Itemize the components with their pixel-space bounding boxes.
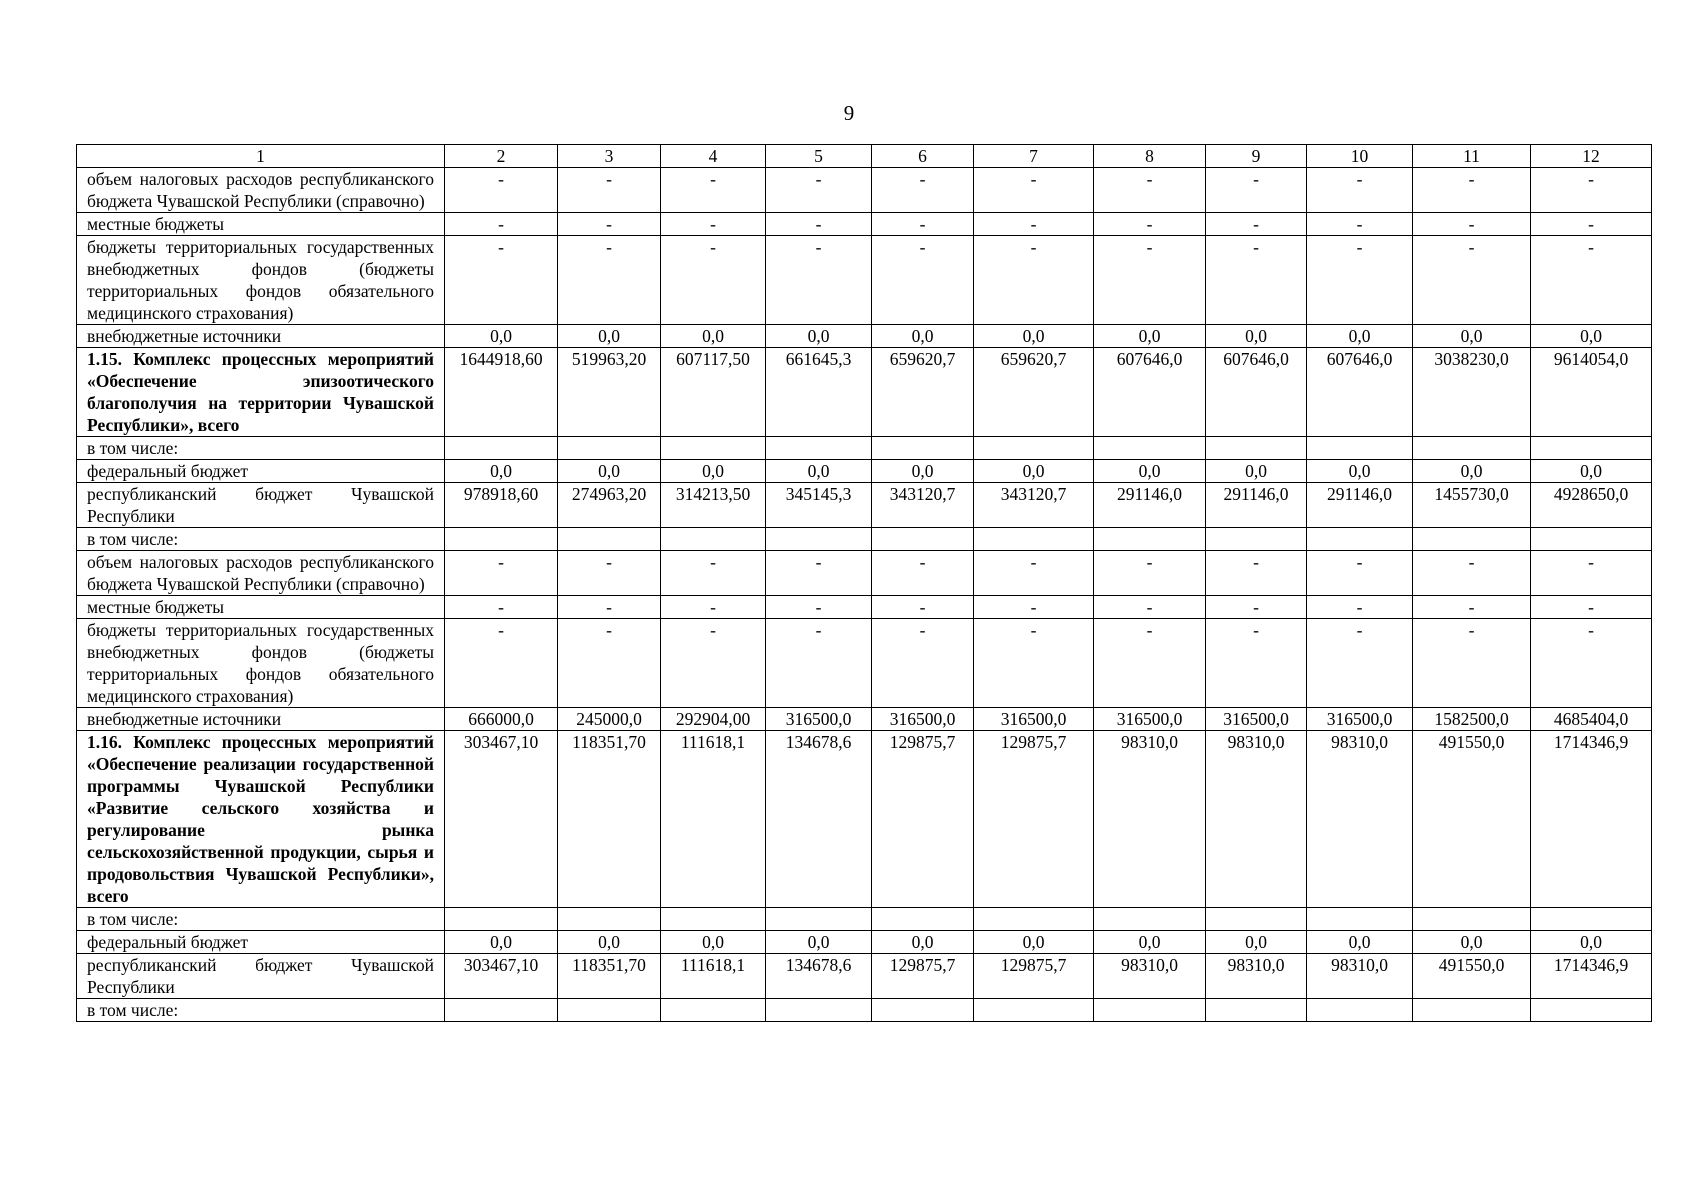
value-cell: 111618,1 xyxy=(661,954,766,999)
value-cell: 291146,0 xyxy=(1094,483,1206,528)
value-cell xyxy=(1206,999,1307,1022)
value-cell: 245000,0 xyxy=(558,708,661,731)
value-cell: 1644918,60 xyxy=(445,348,558,437)
table-row xyxy=(77,348,1652,437)
value-cell: 98310,0 xyxy=(1206,954,1307,999)
value-cell xyxy=(872,437,974,460)
value-cell: 491550,0 xyxy=(1413,731,1531,908)
row-label-cell: внебюджетные источники xyxy=(77,708,445,731)
value-cell: 607646,0 xyxy=(1206,348,1307,437)
row-label-cell: федеральный бюджет xyxy=(77,460,445,483)
value-cell: 0,0 xyxy=(558,325,661,348)
value-cell: 0,0 xyxy=(974,325,1094,348)
value-cell: - xyxy=(1307,619,1413,708)
value-cell xyxy=(974,908,1094,931)
value-cell: - xyxy=(766,168,872,213)
value-cell: - xyxy=(1206,596,1307,619)
value-cell: 0,0 xyxy=(766,460,872,483)
table-row xyxy=(77,596,1652,619)
value-cell: - xyxy=(1094,213,1206,236)
value-cell: - xyxy=(1307,213,1413,236)
value-cell xyxy=(1531,999,1652,1022)
column-number-header: 5 xyxy=(766,145,872,168)
value-cell: - xyxy=(445,236,558,325)
value-cell: 0,0 xyxy=(445,325,558,348)
value-cell: 0,0 xyxy=(1094,931,1206,954)
value-cell: - xyxy=(1307,596,1413,619)
value-cell: 0,0 xyxy=(1531,931,1652,954)
value-cell: 314213,50 xyxy=(661,483,766,528)
value-cell xyxy=(1413,999,1531,1022)
value-cell: 111618,1 xyxy=(661,731,766,908)
value-cell: 607117,50 xyxy=(661,348,766,437)
value-cell: 666000,0 xyxy=(445,708,558,731)
value-cell: - xyxy=(445,168,558,213)
value-cell: 0,0 xyxy=(661,931,766,954)
value-cell xyxy=(1094,528,1206,551)
value-cell: 0,0 xyxy=(445,931,558,954)
value-cell xyxy=(872,999,974,1022)
value-cell: - xyxy=(661,596,766,619)
value-cell: 659620,7 xyxy=(872,348,974,437)
table-row xyxy=(77,483,1652,528)
value-cell: 0,0 xyxy=(1206,931,1307,954)
table-row xyxy=(77,619,1652,708)
column-number-header: 6 xyxy=(872,145,974,168)
value-cell: - xyxy=(661,213,766,236)
value-cell: - xyxy=(1206,619,1307,708)
value-cell: - xyxy=(1413,596,1531,619)
value-cell: 0,0 xyxy=(1307,325,1413,348)
value-cell: 1714346,9 xyxy=(1531,954,1652,999)
table-row xyxy=(77,213,1652,236)
value-cell xyxy=(872,908,974,931)
value-cell: - xyxy=(445,596,558,619)
value-cell: - xyxy=(1094,168,1206,213)
value-cell xyxy=(661,999,766,1022)
value-cell xyxy=(1413,437,1531,460)
value-cell xyxy=(974,999,1094,1022)
value-cell: - xyxy=(1413,236,1531,325)
value-cell: 0,0 xyxy=(872,931,974,954)
value-cell: 978918,60 xyxy=(445,483,558,528)
value-cell: 303467,10 xyxy=(445,731,558,908)
value-cell: - xyxy=(1206,213,1307,236)
value-cell: - xyxy=(1413,213,1531,236)
table-body xyxy=(77,145,1652,1022)
value-cell: 316500,0 xyxy=(974,708,1094,731)
value-cell: - xyxy=(1413,168,1531,213)
value-cell xyxy=(661,528,766,551)
value-cell: - xyxy=(1531,619,1652,708)
value-cell: 343120,7 xyxy=(974,483,1094,528)
value-cell: - xyxy=(766,551,872,596)
value-cell: 118351,70 xyxy=(558,954,661,999)
value-cell: - xyxy=(1094,551,1206,596)
value-cell: 1714346,9 xyxy=(1531,731,1652,908)
value-cell: 519963,20 xyxy=(558,348,661,437)
value-cell: - xyxy=(445,551,558,596)
value-cell: 118351,70 xyxy=(558,731,661,908)
value-cell: - xyxy=(558,168,661,213)
value-cell xyxy=(558,908,661,931)
value-cell: 0,0 xyxy=(1094,325,1206,348)
table-row xyxy=(77,999,1652,1022)
table-header-row xyxy=(77,145,1652,168)
value-cell: - xyxy=(1413,551,1531,596)
value-cell: 98310,0 xyxy=(1094,954,1206,999)
value-cell: 0,0 xyxy=(661,460,766,483)
value-cell: 0,0 xyxy=(974,460,1094,483)
row-label-cell: в том числе: xyxy=(77,528,445,551)
value-cell: 659620,7 xyxy=(974,348,1094,437)
value-cell: 316500,0 xyxy=(1094,708,1206,731)
value-cell: 291146,0 xyxy=(1307,483,1413,528)
value-cell xyxy=(445,437,558,460)
value-cell xyxy=(1531,908,1652,931)
value-cell xyxy=(1094,437,1206,460)
value-cell xyxy=(445,528,558,551)
value-cell: - xyxy=(872,213,974,236)
value-cell: 9614054,0 xyxy=(1531,348,1652,437)
value-cell: 491550,0 xyxy=(1413,954,1531,999)
value-cell: 607646,0 xyxy=(1094,348,1206,437)
value-cell xyxy=(872,528,974,551)
value-cell: 98310,0 xyxy=(1206,731,1307,908)
column-number-header: 10 xyxy=(1307,145,1413,168)
column-number-header: 2 xyxy=(445,145,558,168)
value-cell: 4928650,0 xyxy=(1531,483,1652,528)
column-number-header: 1 xyxy=(77,145,445,168)
row-label-cell: внебюджетные источники xyxy=(77,325,445,348)
row-label-cell: республиканский бюджет Чувашской Республики xyxy=(77,954,445,999)
table-row xyxy=(77,325,1652,348)
value-cell xyxy=(766,437,872,460)
value-cell: - xyxy=(974,213,1094,236)
value-cell: - xyxy=(558,551,661,596)
value-cell xyxy=(1094,908,1206,931)
value-cell xyxy=(1531,528,1652,551)
value-cell: 129875,7 xyxy=(872,954,974,999)
value-cell: 98310,0 xyxy=(1094,731,1206,908)
row-label-cell: в том числе: xyxy=(77,999,445,1022)
value-cell: 316500,0 xyxy=(872,708,974,731)
value-cell xyxy=(1094,999,1206,1022)
value-cell: - xyxy=(445,619,558,708)
value-cell xyxy=(1307,437,1413,460)
row-label-cell: бюджеты территориальных государственных внебюджетных фондов (бюджеты территориальных фондов обязательного медицинского страхования) xyxy=(77,619,445,708)
value-cell: - xyxy=(872,619,974,708)
value-cell xyxy=(558,999,661,1022)
value-cell: - xyxy=(1307,236,1413,325)
value-cell: - xyxy=(766,213,872,236)
value-cell: 345145,3 xyxy=(766,483,872,528)
value-cell: - xyxy=(1094,619,1206,708)
value-cell xyxy=(766,999,872,1022)
value-cell: - xyxy=(766,619,872,708)
budget-table xyxy=(76,144,1652,1022)
value-cell xyxy=(1206,437,1307,460)
column-number-header: 9 xyxy=(1206,145,1307,168)
table-row xyxy=(77,236,1652,325)
value-cell: - xyxy=(1531,596,1652,619)
value-cell: 0,0 xyxy=(1307,460,1413,483)
value-cell: 316500,0 xyxy=(1307,708,1413,731)
value-cell: 0,0 xyxy=(445,460,558,483)
value-cell: - xyxy=(558,236,661,325)
value-cell: 129875,7 xyxy=(974,954,1094,999)
value-cell: 292904,00 xyxy=(661,708,766,731)
value-cell: 291146,0 xyxy=(1206,483,1307,528)
section-title-cell: 1.15. Комплекс процессных мероприятий «Обеспечение эпизоотического благополучия на территории Чувашской Республики», всего xyxy=(77,348,445,437)
value-cell: - xyxy=(1531,213,1652,236)
value-cell xyxy=(1531,437,1652,460)
value-cell: 1582500,0 xyxy=(1413,708,1531,731)
column-number-header: 12 xyxy=(1531,145,1652,168)
value-cell: - xyxy=(872,168,974,213)
value-cell: - xyxy=(1206,551,1307,596)
value-cell: 0,0 xyxy=(1531,325,1652,348)
value-cell: 0,0 xyxy=(1413,931,1531,954)
value-cell: - xyxy=(872,236,974,325)
value-cell: - xyxy=(558,596,661,619)
value-cell: - xyxy=(1531,168,1652,213)
value-cell: 607646,0 xyxy=(1307,348,1413,437)
value-cell xyxy=(1307,999,1413,1022)
value-cell: 98310,0 xyxy=(1307,954,1413,999)
value-cell: 303467,10 xyxy=(445,954,558,999)
value-cell: - xyxy=(1531,551,1652,596)
value-cell: 0,0 xyxy=(1206,325,1307,348)
row-label-cell: в том числе: xyxy=(77,437,445,460)
value-cell: - xyxy=(1307,551,1413,596)
value-cell: 129875,7 xyxy=(872,731,974,908)
value-cell xyxy=(445,908,558,931)
table-row xyxy=(77,437,1652,460)
value-cell xyxy=(1206,528,1307,551)
value-cell: 0,0 xyxy=(1307,931,1413,954)
value-cell: 0,0 xyxy=(872,325,974,348)
table-row xyxy=(77,731,1652,908)
value-cell: 0,0 xyxy=(1094,460,1206,483)
row-label-cell: местные бюджеты xyxy=(77,213,445,236)
value-cell xyxy=(1206,908,1307,931)
value-cell: - xyxy=(1307,168,1413,213)
value-cell xyxy=(766,908,872,931)
value-cell: - xyxy=(661,236,766,325)
column-number-header: 4 xyxy=(661,145,766,168)
value-cell xyxy=(1413,908,1531,931)
value-cell: 0,0 xyxy=(661,325,766,348)
row-label-cell: республиканский бюджет Чувашской Республики xyxy=(77,483,445,528)
value-cell: 3038230,0 xyxy=(1413,348,1531,437)
value-cell: - xyxy=(1094,236,1206,325)
table-row xyxy=(77,168,1652,213)
value-cell: 1455730,0 xyxy=(1413,483,1531,528)
value-cell: 4685404,0 xyxy=(1531,708,1652,731)
value-cell: - xyxy=(661,619,766,708)
value-cell: - xyxy=(661,168,766,213)
value-cell: 98310,0 xyxy=(1307,731,1413,908)
value-cell: - xyxy=(1206,236,1307,325)
value-cell: 134678,6 xyxy=(766,954,872,999)
value-cell: 0,0 xyxy=(766,325,872,348)
value-cell: - xyxy=(1094,596,1206,619)
value-cell: - xyxy=(558,619,661,708)
value-cell: 316500,0 xyxy=(766,708,872,731)
table-row xyxy=(77,528,1652,551)
row-label-cell: в том числе: xyxy=(77,908,445,931)
row-label-cell: бюджеты территориальных государственных внебюджетных фондов (бюджеты территориальных фондов обязательного медицинского страхования) xyxy=(77,236,445,325)
value-cell: - xyxy=(974,551,1094,596)
value-cell xyxy=(445,999,558,1022)
value-cell: - xyxy=(974,236,1094,325)
value-cell: - xyxy=(974,619,1094,708)
table-row xyxy=(77,931,1652,954)
row-label-cell: местные бюджеты xyxy=(77,596,445,619)
value-cell: 343120,7 xyxy=(872,483,974,528)
value-cell: 0,0 xyxy=(974,931,1094,954)
column-number-header: 3 xyxy=(558,145,661,168)
value-cell: - xyxy=(766,236,872,325)
table-row xyxy=(77,708,1652,731)
value-cell: 661645,3 xyxy=(766,348,872,437)
value-cell: - xyxy=(872,551,974,596)
page-number: 9 xyxy=(843,101,855,125)
value-cell: - xyxy=(1413,619,1531,708)
value-cell xyxy=(661,437,766,460)
column-number-header: 11 xyxy=(1413,145,1531,168)
column-number-header: 8 xyxy=(1094,145,1206,168)
value-cell: - xyxy=(661,551,766,596)
value-cell: - xyxy=(974,168,1094,213)
row-label-cell: объем налоговых расходов республиканского бюджета Чувашской Республики (справочно) xyxy=(77,551,445,596)
value-cell xyxy=(974,437,1094,460)
value-cell: 0,0 xyxy=(1413,325,1531,348)
value-cell: 0,0 xyxy=(558,460,661,483)
value-cell: 0,0 xyxy=(766,931,872,954)
value-cell: - xyxy=(445,213,558,236)
column-number-header: 7 xyxy=(974,145,1094,168)
value-cell: 274963,20 xyxy=(558,483,661,528)
value-cell: 0,0 xyxy=(1206,460,1307,483)
value-cell xyxy=(661,908,766,931)
value-cell: 316500,0 xyxy=(1206,708,1307,731)
value-cell xyxy=(558,437,661,460)
row-label-cell: федеральный бюджет xyxy=(77,931,445,954)
value-cell xyxy=(558,528,661,551)
table-row xyxy=(77,551,1652,596)
value-cell: - xyxy=(872,596,974,619)
value-cell xyxy=(974,528,1094,551)
table-row xyxy=(77,908,1652,931)
value-cell: 0,0 xyxy=(1531,460,1652,483)
section-title-cell: 1.16. Комплекс процессных мероприятий «Обеспечение реализации государственной программы Чувашской Республики «Развитие сельского хозяйства и регулирование рынка сельскохозяйственной продукции, сырья и продовольствия Чувашской Республики», всего xyxy=(77,731,445,908)
value-cell: - xyxy=(1531,236,1652,325)
value-cell: 0,0 xyxy=(1413,460,1531,483)
value-cell: - xyxy=(558,213,661,236)
value-cell: 134678,6 xyxy=(766,731,872,908)
value-cell: 0,0 xyxy=(558,931,661,954)
value-cell xyxy=(766,528,872,551)
value-cell xyxy=(1413,528,1531,551)
table-row xyxy=(77,954,1652,999)
value-cell: 129875,7 xyxy=(974,731,1094,908)
value-cell: - xyxy=(766,596,872,619)
value-cell: 0,0 xyxy=(872,460,974,483)
value-cell xyxy=(1307,528,1413,551)
row-label-cell: объем налоговых расходов республиканского бюджета Чувашской Республики (справочно) xyxy=(77,168,445,213)
value-cell: - xyxy=(974,596,1094,619)
value-cell xyxy=(1307,908,1413,931)
table-row xyxy=(77,460,1652,483)
value-cell: - xyxy=(1206,168,1307,213)
